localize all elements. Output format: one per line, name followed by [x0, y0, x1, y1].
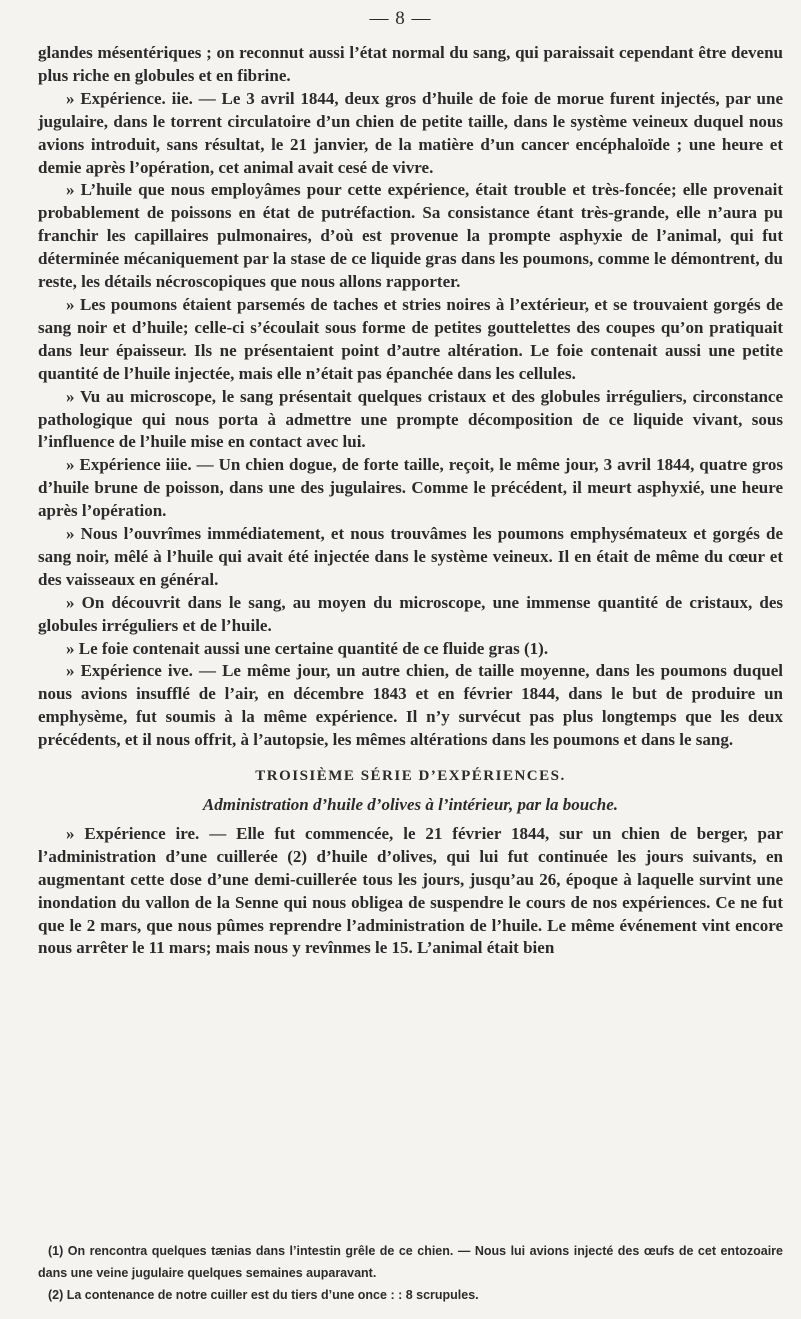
paragraph: » Expérience iiie. — Un chien dogue, de forte taille, reçoit, le même jour, 3 avril 1844, quatre gros d’huile brune de poisson, dans une des jugulaires. Comme le précédent, il meurt asphyxié, une heure après l’opération. — [38, 455, 783, 521]
paragraph: » Les poumons étaient parsemés de taches et stries noires à l’extérieur, et se trouvaient gorgés de sang noir et d’huile; celle-ci s’écoulait sous forme de petites gouttelettes des coupes qu’on pratiquait dans leur épaisseur. Ils ne présentaient point d’autre altération. Le foie contenait aussi une petite quantité de l’huile injectée, mais elle n’était pas épanchée dans les cellules. — [38, 294, 783, 383]
footnote-1: (1) On rencontra quelques tænias dans l’intestin grêle de ce chien. — Nous lui avions injecté des œufs de cet entozoaire dans une veine jugulaire quelques semaines auparavant. — [38, 1244, 783, 1280]
paragraph: » L’huile que nous employâmes pour cette expérience, était trouble et très-foncée; elle provenait probablement de poissons en état de putréfaction. Sa consistance étant très-grande, elle n’aura pu franchir les capillaires pulmonaires, d’où est provenue la prompte asphyxie de l’animal, qui fut déterminée mécaniquement par la stase de ce liquide gras dans les poumons, comme le démontrent, du reste, les détails nécroscopiques que nous allons rapporter. — [38, 180, 783, 292]
main-text — [38, 42, 783, 960]
paragraph: » Expérience. iie. — Le 3 avril 1844, deux gros d’huile de foie de morue furent injectés, par une jugulaire, dans le torrent circulatoire d’un chien de petite taille, dans le système veineux duquel nous avions introduit, sans résultat, le 21 janvier, de la matière d’un cancer encéphaloïde ; une heure et demie après l’opération, cet animal avait cesé de vivre. — [38, 88, 783, 177]
section-subtitle: Administration d’huile d’olives à l’intérieur, par la bouche. — [202, 795, 619, 814]
paragraph: » Expérience ive. — Le même jour, un autre chien, de taille moyenne, dans les poumons duquel nous avions insufflé de l’air, en décembre 1843 et en février 1844, dans le but de produire un emphysème, fut soumis à la même expérience. Il n’y survécut pas plus longtemps que les deux précédents, et il nous offrit, à l’autopsie, les mêmes altérations dans les poumons et dans le sang. — [38, 661, 783, 750]
paragraph: » Vu au microscope, le sang présentait quelques cristaux et des globules irréguliers, circonstance pathologique qui nous porta à admettre une prompte décomposition de ce liquide vivant, sous l’influence de l’huile mise en contact avec lui. — [38, 386, 783, 452]
paragraph: » Expérience ire. — Elle fut commencée, le 21 février 1844, sur un chien de berger, par l’administration d’une cuillerée (2) d’huile d’olives, qui lui fut continuée les jours suivants, en augmentant cette dose d’une demi-cuillerée tous les jours, jusqu’au 26, époque à laquelle survint une inondation du vallon de la Senne qui nous obligea de suspendre le cours de nos expériences. Ce ne fut que le 2 mars, que nous pûmes reprendre l’administration de l’huile. Le même événement vint encore nous arrêter le 11 mars; mais nous y revînmes le 15. L’animal était bien — [38, 823, 783, 958]
paragraph: glandes mésentériques ; on reconnut aussi l’état normal du sang, qui paraissait cependant être devenu plus riche en globules et en fibrine. — [38, 43, 783, 85]
page-number: — 8 — — [369, 8, 432, 29]
paragraph: » On découvrit dans le sang, au moyen du microscope, une immense quantité de cristaux, des globules irréguliers et de l’huile. — [38, 592, 783, 635]
paragraph: » Nous l’ouvrîmes immédiatement, et nous trouvâmes les poumons emphysémateux et gorgés de sang noir, mêlé à l’huile qui avait été injectée dans le système veineux. Il en était de même du cœur et des vaisseaux en général. — [38, 524, 783, 589]
section-title: TROISIÈME SÉRIE D’EXPÉRIENCES. — [255, 768, 566, 785]
footnotes — [38, 1240, 783, 1306]
footnote-2: (2) La contenance de notre cuiller est du tiers d’une once : : 8 scrupules. — [48, 1288, 479, 1302]
paragraph: » Le foie contenait aussi une certaine quantité de ce fluide gras (1). — [66, 638, 549, 658]
